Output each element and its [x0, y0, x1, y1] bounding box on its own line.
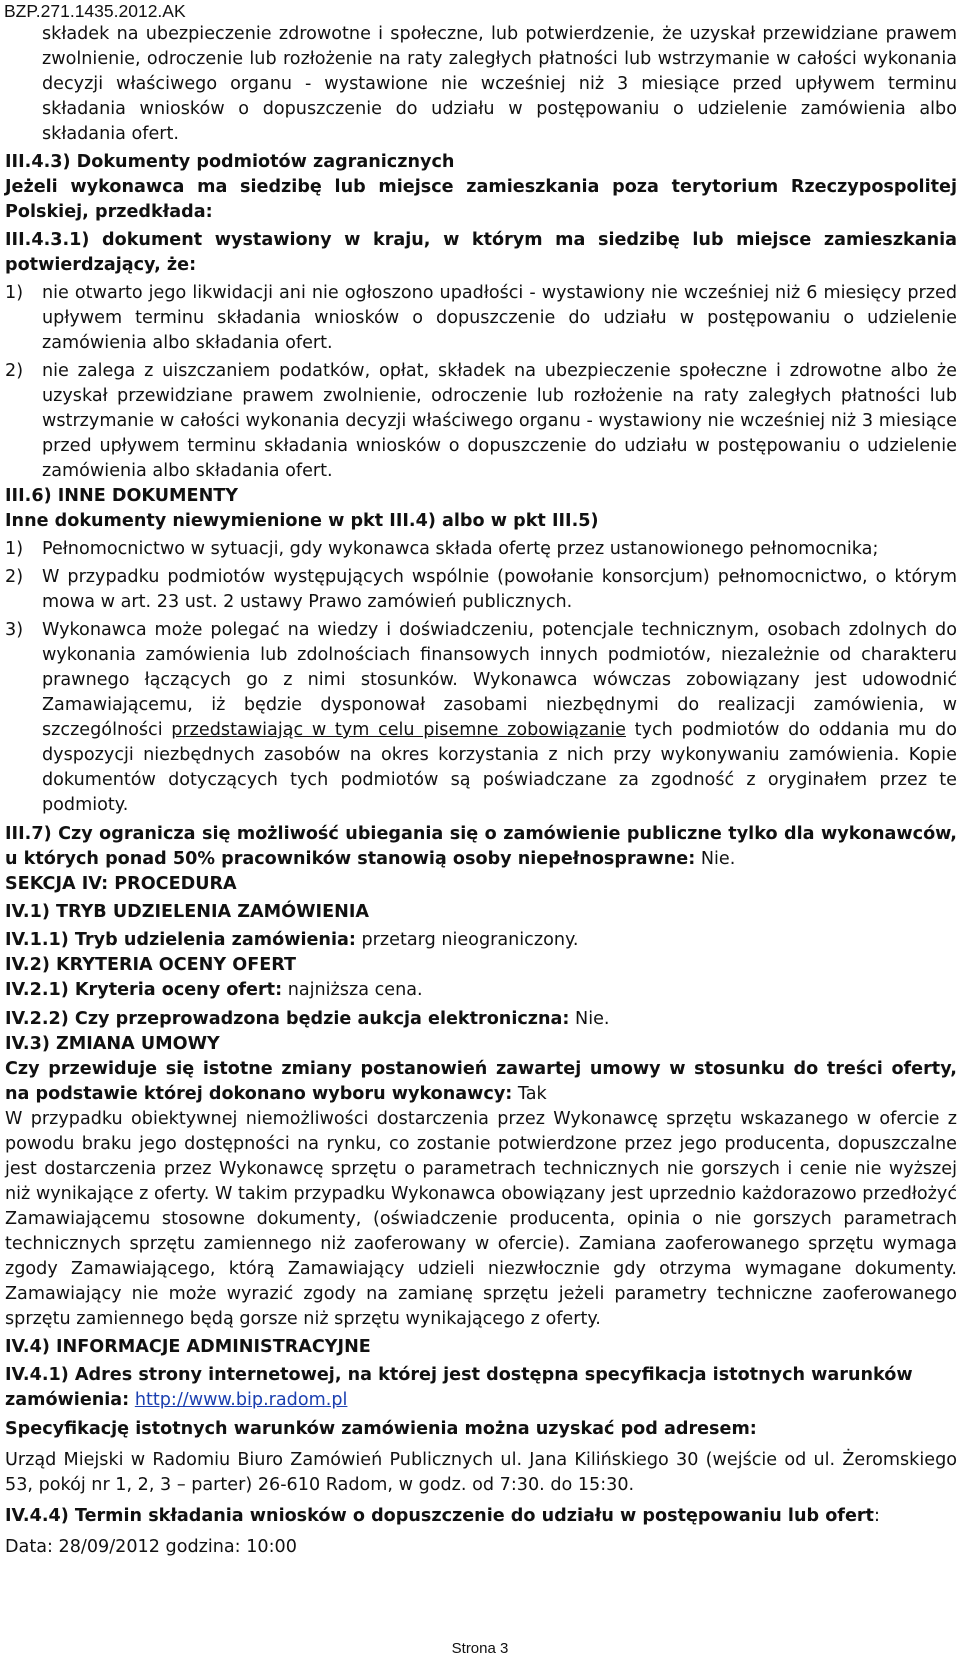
- list-item-number: 2): [5, 361, 24, 381]
- section-4-3-title: IV.3) ZMIANA UMOWY: [5, 1034, 220, 1054]
- underlined-phrase: przedstawiając w tym celu pisemne zobowiązanie: [171, 720, 626, 740]
- section-3-4-3-title: III.4.3) Dokumenty podmiotów zagranicznych: [5, 152, 455, 172]
- section-4-1-1-value: przetarg nieograniczony.: [355, 930, 579, 950]
- document-body: [5, 22, 957, 1560]
- list-item-number: 1): [5, 283, 24, 303]
- section-4-title: SEKCJA IV: PROCEDURA: [5, 874, 237, 894]
- list-item-text: [42, 618, 957, 818]
- section-3-7-answer: Nie.: [695, 849, 736, 869]
- list-item-number: 2): [5, 567, 24, 587]
- section-4-1-1: [5, 928, 957, 953]
- deadline: Data: 28/09/2012 godzina: 10:00: [5, 1537, 297, 1557]
- section-3-7-question: III.7) Czy ogranicza się możliwość ubiegania się o zamówienie publiczne tylko dla wykonawców, u których ponad 50% pracowników stanowią osoby niepełnosprawne:: [5, 824, 957, 869]
- list-item: [5, 281, 957, 356]
- section-3-4-3-lead: Jeżeli wykonawca ma siedzibę lub miejsce zamieszkania poza terytorium Rzeczypospolitej Polskiej, przedkłada:: [5, 177, 957, 222]
- list-item: [5, 359, 957, 484]
- section-4-3-question-text: Czy przewiduje się istotne zmiany postanowień zawartej umowy w stosunku do treści oferty, na podstawie której dokonano wyboru wykonawcy:: [5, 1059, 957, 1104]
- section-4-3-body: W przypadku obiektywnej niemożliwości dostarczenia przez Wykonawcę sprzętu wskazanego w ofercie z powodu braku jego dostępności na rynku, co zostanie potwierdzone przez jego producenta, dopuszczalne jest dostarczenia przez Wykonawcę sprzętu o parametrach technicznych nie gorszych i cenie nie wyższej niż wynikające z oferty. W takim przypadku Wykonawca obowiązany jest uprzednio każdorazowo przedłożyć Zamawiającemu stosowne dokumenty, (oświadczenie producenta, opinia o nie gorszych parametrach technicznych sprzętu zamiennego niż zaoferowany w ofercie). Zamiana zaoferowanego sprzętu wymaga zgody Zamawiającego, którą Zamawiający udzieli niezwłocznie gdy otrzyma wymagane dokumenty. Zamawiający nie może wyrazić zgody na zamianę sprzętu jeżeli parametry techniczne zaoferowanego sprzętu zamiennego będą gorsze niż sprzętu wynikającego z oferty.: [5, 1109, 957, 1329]
- section-4-1-title: IV.1) TRYB UDZIELENIA ZAMÓWIENIA: [5, 902, 369, 922]
- section-4-4-4: [5, 1504, 957, 1529]
- list-item-number: 3): [5, 620, 24, 640]
- list-item: [5, 537, 957, 562]
- section-4-3-question: [5, 1057, 957, 1107]
- list-item-text: nie zalega z uiszczaniem podatków, opłat, składek na ubezpieczenie społeczne i zdrowotne albo że uzyskał przewidziane prawem zwolnienie, odroczenie lub rozłożenie na raty zaległych płatności lub wstrzymanie w całości wykonania decyzji właściwego organu - wystawiony nie wcześniej niż 3 miesiące przed upływem terminu składania wniosków o dopuszczenie do udziału w postępowaniu o udzielenie zamówienia albo składania ofert.: [42, 361, 957, 481]
- page-number: Strona 3: [451, 1640, 509, 1657]
- section-4-4-4-colon: :: [873, 1506, 880, 1526]
- section-3-6-lead: Inne dokumenty niewymienione w pkt III.4) albo w pkt III.5): [5, 511, 599, 531]
- bip-link[interactable]: http://www.bip.radom.pl: [134, 1390, 348, 1410]
- list-item-text-part: Wykonawca może polegać na wiedzy i doświadczeniu, potencjale technicznym, osobach zdolnych do wykonania zamówienia lub zdolnościach finansowych innych podmiotów, niezależnie od charakteru prawnego łączących go z nimi stosunków. Wykonawca wówczas zobowiązany jest udowodnić Zamawiającemu, iż będzie dysponował zasobami niezbędnymi do realizacji zamówienia, w szczególności: [42, 620, 957, 740]
- list-item-text-part: tych podmiotów do oddania mu do dyspozycji niezbędnych zasobów na okres korzystania z nich przy wykonywaniu zamówienia. Kopie dokumentów dotyczących tych podmiotów są poświadczane za zgodność z oryginałem przez te podmioty.: [42, 720, 957, 815]
- list-item: [5, 618, 957, 818]
- section-4-4-1-label: IV.4.1) Adres strony internetowej, na której jest dostępna specyfikacja istotnych warunków zamówienia:: [5, 1365, 913, 1410]
- list-item-text: W przypadku podmiotów występujących wspólnie (powołanie konsorcjum) pełnomocnictwo, o którym mowa w art. 23 ust. 2 ustawy Prawo zamówień publicznych.: [42, 567, 957, 612]
- section-4-3-answer: Tak: [512, 1084, 547, 1104]
- section-4-2-2: [5, 1007, 957, 1032]
- list-item: [5, 565, 957, 615]
- document-reference: BZP.271.1435.2012.AK: [4, 1, 186, 21]
- section-3-7: [5, 822, 957, 872]
- section-4-4-4-label: IV.4.4) Termin składania wniosków o dopuszczenie do udziału w postępowaniu lub ofert: [5, 1506, 874, 1526]
- list-item-text: Pełnomocnictwo w sytuacji, gdy wykonawca składa ofertę przez ustanowionego pełnomocnika;: [42, 539, 879, 559]
- section-3-4-3-1-list: [5, 281, 957, 484]
- section-4-2-1-label: IV.2.1) Kryteria oceny ofert:: [5, 980, 283, 1000]
- section-4-1-1-label: IV.1.1) Tryb udzielenia zamówienia:: [5, 930, 356, 950]
- section-3-4-3-1-title: III.4.3.1) dokument wystawiony w kraju, w którym ma siedzibę lub miejsce zamieszkania potwierdzający, że:: [5, 230, 957, 275]
- section-4-2-1: [5, 978, 957, 1003]
- section-3-6-list: [5, 537, 957, 818]
- list-item-text: nie otwarto jego likwidacji ani nie ogłoszono upadłości - wystawiony nie wcześniej niż 6 miesięcy przed upływem terminu składania wniosków o dopuszczenie do udziału w postępowaniu o udzielenie zamówienia albo składania ofert.: [42, 283, 957, 353]
- section-4-2-2-value: Nie.: [569, 1009, 610, 1029]
- siwz-address: Urząd Miejski w Radomiu Biuro Zamówień Publicznych ul. Jana Kilińskiego 30 (wejście od ul. Żeromskiego 53, pokój nr 1, 2, 3 – parter) 26-610 Radom, w godz. od 7:30. do 15:30.: [5, 1450, 957, 1495]
- section-4-4-1: [5, 1363, 957, 1413]
- siwz-label: Specyfikację istotnych warunków zamówienia można uzyskać pod adresem:: [5, 1419, 757, 1439]
- intro-paragraph: składek na ubezpieczenie zdrowotne i społeczne, lub potwierdzenie, że uzyskał przewidziane prawem zwolnienie, odroczenie lub rozłożenie na raty zaległych płatności lub wstrzymanie w całości wykonania decyzji właściwego organu - wystawione nie wcześniej niż 3 miesiące przed upływem terminu składania wniosków o dopuszczenie do udziału w postępowaniu o udzielenie zamówienia albo składania ofert.: [42, 24, 957, 144]
- list-item-number: 1): [5, 539, 24, 559]
- section-3-6-title: III.6) INNE DOKUMENTY: [5, 486, 239, 506]
- section-4-4-title: IV.4) INFORMACJE ADMINISTRACYJNE: [5, 1337, 371, 1357]
- section-4-2-1-value: najniższa cena.: [282, 980, 423, 1000]
- section-4-2-2-label: IV.2.2) Czy przeprowadzona będzie aukcja elektroniczna:: [5, 1009, 570, 1029]
- section-4-2-title: IV.2) KRYTERIA OCENY OFERT: [5, 955, 297, 975]
